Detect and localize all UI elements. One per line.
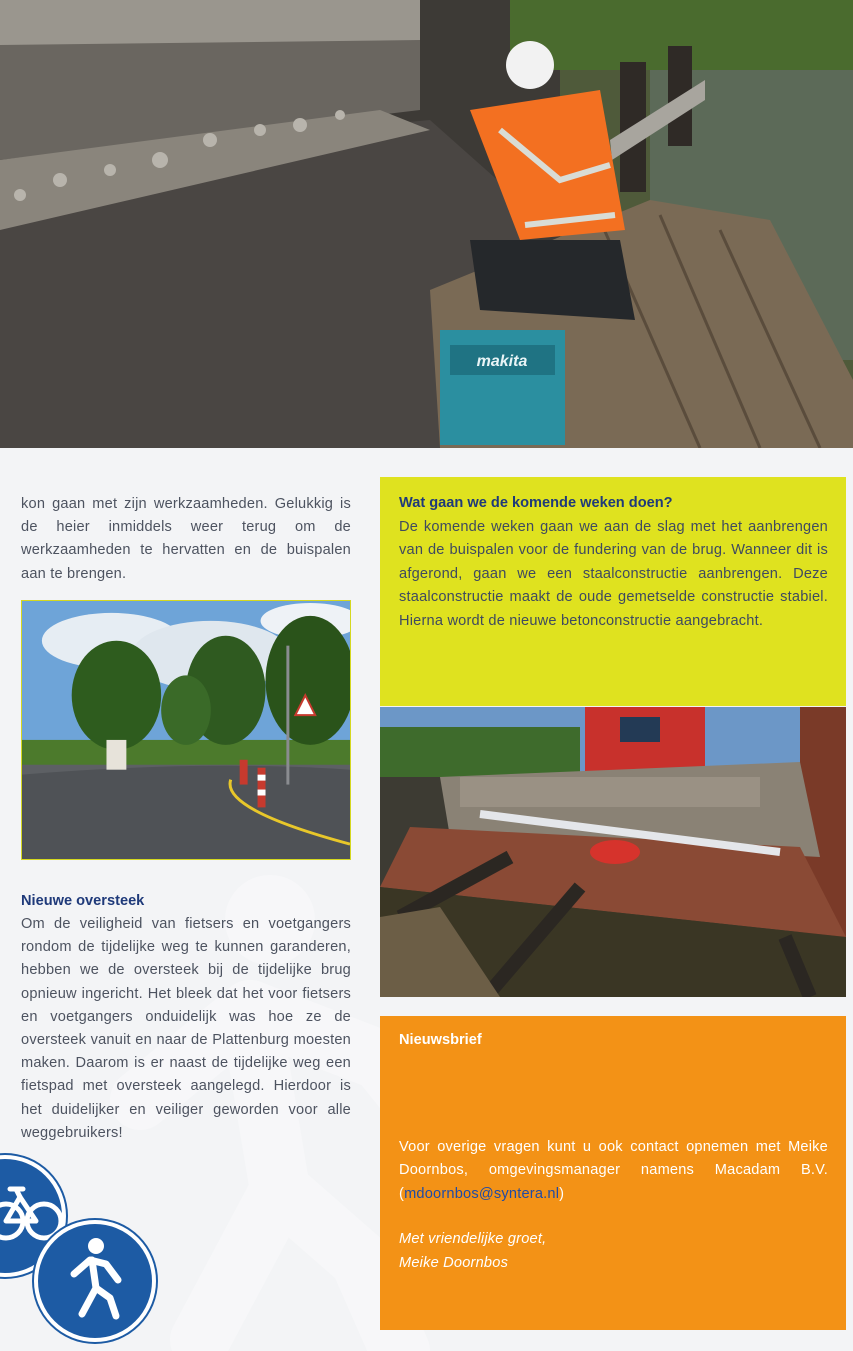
newsletter-box — [380, 1016, 846, 1330]
contact-text-end: ) — [559, 1185, 565, 1202]
tool-brand-label: makita — [476, 353, 528, 370]
upcoming-weeks-paragraph: De komende weken gaan we aan de slag met het aanbrengen van de buispalen voor de fundering van de brug. Wanneer dit is afgerond, gaan we een staalconstructie aanbrengen. Deze staalconstructie maakt de oude gemetselde constructie stabiel. Hierna wordt de nieuwe betonconstructie aangebracht. — [399, 519, 828, 629]
signature-name: Meike Doornbos — [399, 1254, 509, 1271]
email-link[interactable]: mdoornbos@syntera.nl — [404, 1185, 560, 1202]
top-photo — [0, 0, 853, 448]
pedestrian-sign-icon — [38, 1224, 152, 1338]
pedestrian-sign — [34, 1220, 156, 1342]
newsletter-title: Nieuwsbrief — [399, 1032, 482, 1048]
bridge-construction-photo — [380, 707, 846, 997]
crossing-paragraph: Om de veiligheid van fietsers en voetgangers rondom de tijdelijke weg te kunnen garanderen, hebben we de oversteek bij de tijdelijke brug opnieuw ingericht. Het bleek dat het voor fietsers en voetgangers onduidelijk was hoe ze de oversteek vanuit en naar de Plattenburg moesten maken. Daarom is er naast de tijdelijke weg een fietspad met oversteek aangelegd. Hierdoor is het duidelijker en veiliger geworden voor alle weggebruikers! — [21, 916, 351, 1141]
newsletter-contact-paragraph — [399, 1136, 828, 1206]
crossing-title: Nieuwe oversteek — [21, 893, 145, 909]
road-photo — [21, 600, 351, 860]
upcoming-weeks-title: Wat gaan we de komende weken doen? — [399, 495, 673, 511]
upcoming-weeks-box — [380, 477, 846, 706]
contact-text: Voor overige vragen kunt u ook contact opnemen met Meike Doornbos, omgevingsmanager namens Macadam B.V. ( — [399, 1139, 828, 1202]
intro-paragraph: kon gaan met zijn werkzaamheden. Gelukkig is de heier inmiddels weer terug om de werkzaamheden te hervatten en de buispalen aan te brengen. — [21, 496, 351, 582]
closing-line: Met vriendelijke groet, — [399, 1231, 547, 1248]
